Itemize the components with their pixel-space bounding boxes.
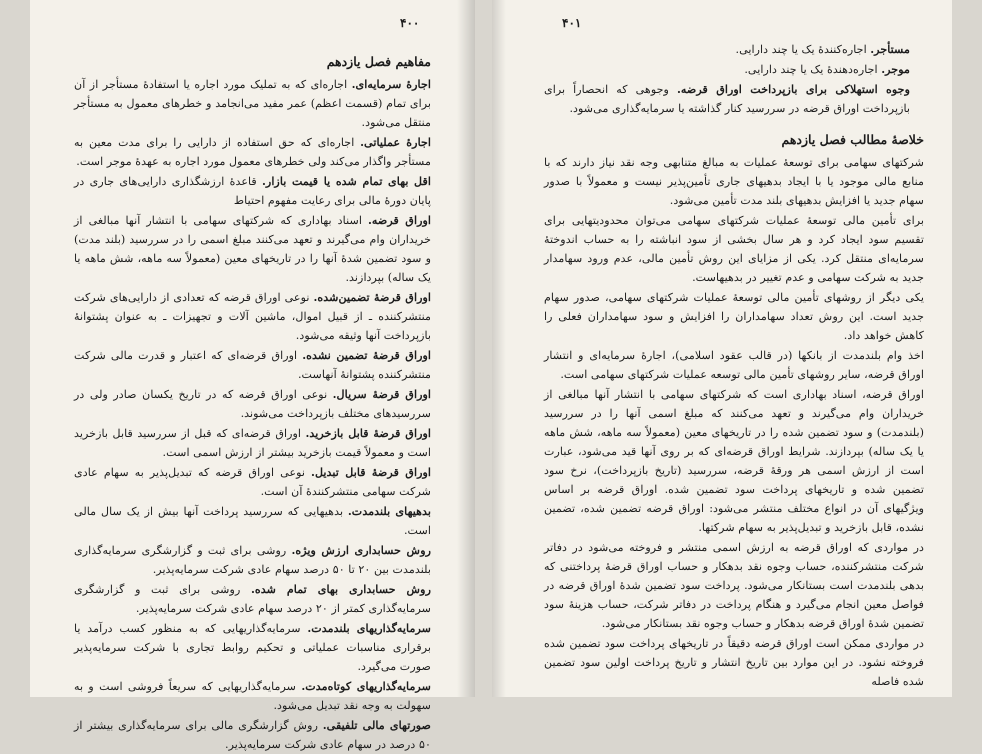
page-number-400: ۴۰۰ [400, 16, 420, 30]
glossary-term: مستأجر. [870, 42, 910, 56]
glossary-definition: اسناد بهاداری که شرکتهای سهامی با انتشار آنها مبالغی از خریداران وام می‌گیرند و تعهد می‌کنند مبلغ اسمی را در سررسید (بلند مدت) و سود تضمین شدهٔ آنها را در تاریخهای معین (معمولاً سه ماهه، شش ماهه یا یک ساله) بپردازند. [74, 214, 431, 284]
glossary-term: اوراق قرضهٔ سریال. [332, 387, 431, 401]
glossary-entry [74, 502, 431, 540]
left-gutter-shadow [457, 0, 475, 697]
glossary-term: بدهیهای بلندمدت. [347, 504, 431, 518]
glossary-definition: اجاره‌کنندهٔ یک یا چند دارایی. [735, 43, 871, 56]
glossary-entry [74, 346, 431, 384]
glossary-entry [544, 40, 924, 59]
glossary-definition: اوراق قرضه‌ای که قبل از سررسید قابل بازخرید است و معمولاً قیمت بازخرید بیشتر از ارزش اسمی است. [74, 427, 431, 459]
glossary-entry [74, 75, 431, 132]
glossary-entry [74, 716, 431, 754]
glossary-entry [74, 677, 431, 715]
glossary-term: اجارهٔ عملیاتی. [360, 135, 431, 149]
glossary-definition: قاعدهٔ ارزشگذاری دارایی‌های جاری در پایان دورهٔ مالی برای رعایت مفهوم احتیاط [74, 175, 431, 207]
glossary-definition: اجاره‌ای که به تملیک مورد اجاره یا استفادهٔ مستأجر از آن برای تمام (قسمت اعظم) عمر مفید می‌انجامد و خطرهای معمول به مستأجر منتقل می‌شود. [74, 78, 431, 129]
glossary-term: صورتهای مالی تلفیقی. [322, 718, 432, 732]
glossary-definition: روشی برای ثبت و گزارشگری سرمایه‌گذاری کمتر از ۲۰ درصد سهام عادی شرکت سرمایه‌پذیر. [74, 583, 431, 615]
glossary-definition: اجاره‌ای که حق استفاده از دارایی را برای مدت معین به مستأجر واگذار می‌کند ولی خطرهای معمول مورد اجاره به عهدهٔ موجر است. [74, 136, 431, 168]
glossary-term: اوراق قرضهٔ قابل تبدیل. [311, 465, 431, 479]
summary-paragraph: در مواردی که اوراق قرضه به ارزش اسمی منتشر و فروخته می‌شود در دفاتر شرکت منتشرکننده، حساب وجوه نقد بدهکار و حساب اوراق قرضهٔ پرداختنی که بدهی بلندمدت است بستانکار می‌شود. پرداخت سود تضمین شدهٔ اوراق قرضه در فواصل معین انجام می‌گیرد و هنگام پرداخت در دفاتر شرکت، حساب هزینهٔ سود تضمین شدهٔ اوراق قرضه بدهکار و حساب وجوه نقد بستانکار می‌شود. [544, 541, 924, 630]
glossary-term: وجوه استهلاکی برای بازپرداخت اوراق قرضه. [676, 82, 910, 96]
glossary-term: اوراق قرضهٔ تضمین‌شده. [313, 290, 431, 304]
glossary-definition: اجاره‌دهندهٔ یک یا چند دارایی. [744, 63, 882, 76]
summary-paragraph: شرکتهای سهامی برای توسعهٔ عملیات به مبالغ متنابهی وجه نقد نیاز دارند که با منابع مالی موجود یا با ایجاد بدهیهای جاری تأمین‌پذیر نیست و معمولاً با صدور سهام جدید یا افزایش بدهیهای بلند مدت تأمین می‌شود. [544, 156, 924, 207]
glossary-definition: روش گزارشگری مالی برای سرمایه‌گذاری بیشتر از ۵۰ درصد در سهام عادی شرکت سرمایه‌پذیر. [74, 719, 431, 751]
glossary-definition: نوعی اوراق قرضه که در تاریخ یکسان صادر ولی در سررسیدهای مختلف بازپرداخت می‌شوند. [74, 388, 431, 420]
summary-heading: خلاصهٔ مطالب فصل یازدهم [781, 132, 924, 147]
glossary-term: روش حسابداری ارزش ویژه. [291, 543, 431, 557]
glossary-definition: بدهیهایی که سررسید پرداخت آنها بیش از یک سال مالی است. [74, 505, 431, 537]
right-gutter-shadow [492, 0, 506, 697]
summary-paragraph: در مواردی ممکن است اوراق قرضه دقیقاً در تاریخهای پرداخت سود تضمین شده فروخته نشود. در این موارد بین تاریخ انتشار و تاریخ پرداخت اولین سود تضمین شده فاصله [544, 637, 924, 688]
glossary-term: روش حسابداری بهای تمام شده. [250, 582, 431, 596]
glossary-term: اوراق قرضه. [367, 213, 431, 227]
glossary-term: موجر. [881, 62, 910, 76]
glossary-entry [544, 60, 924, 79]
glossary-entry [74, 424, 431, 462]
left-page [30, 0, 475, 751]
glossary-entry [74, 385, 431, 423]
left-page-text [74, 52, 431, 754]
glossary-entry [74, 288, 431, 345]
glossary-definition: سرمایه‌گذاریهایی که سریعاً فروشی است و به سهولت به وجه نقد تبدیل می‌شود. [74, 680, 431, 712]
glossary-definition: اوراق قرضه‌ای که اعتبار و قدرت مالی شرکت منتشرکننده پشتوانهٔ آنهاست. [74, 349, 431, 381]
right-page-text [544, 40, 924, 691]
page-number-401: ۴۰۱ [562, 16, 582, 30]
glossary-entry [74, 463, 431, 501]
glossary-term: اقل بهای تمام شده یا قیمت بازار. [262, 174, 431, 188]
glossary-term: سرمایه‌گذاریهای کوتاه‌مدت. [301, 679, 431, 693]
glossary-entry [74, 619, 431, 676]
glossary-term: اجارهٔ سرمایه‌ای. [351, 77, 431, 91]
glossary-entry [74, 211, 431, 287]
glossary-term: سرمایه‌گذاریهای بلندمدت. [307, 621, 431, 635]
glossary-term: اوراق قرضهٔ قابل بازخرید. [305, 426, 431, 440]
summary-paragraph: اوراق قرضه، اسناد بهاداری است که شرکتهای سهامی با انتشار آنها مبالغی از خریداران وام می‌گیرند و تعهد می‌کنند که مبلغ اسمی آنها را در سررسید (بلندمدت) و سود تضمین شده را در تاریخهای معین (معمولاً سه ماهه، شش ماهه یا یک ساله) بپردازند. شرایط اوراق قرضه‌ای که بر روی آنها قید می‌شود، عبارت است از ارزش اسمی هر ورقهٔ قرضه، سررسید (تاریخ بازپرداخت)، نرخ سود تضمین شده و تاریخهای پرداخت سود تضمین شده. اوراق قرضه بر اساس ویژگیهای آن در انواع مختلف منتشر می‌شود: اوراق قرضه تضمین شده، تضمین نشده، قابل بازخرید و تبدیل‌پذیر به سهام شرکتها. [544, 388, 924, 534]
glossary-definition: سرمایه‌گذاریهایی که به منظور کسب درآمد یا برقراری مناسبات عملیاتی و تحکیم روابط تجاری با شرکت سرمایه‌پذیر صورت می‌گیرد. [74, 622, 431, 673]
glossary-entry [74, 133, 431, 171]
glossary-entry [74, 172, 431, 210]
glossary-term: اوراق قرضهٔ تضمین نشده. [302, 348, 431, 362]
glossary-definition: وجوهی که انحصاراً برای بازپرداخت اوراق قرضه در سررسید کنار گذاشته یا سرمایه‌گذاری می‌شود. [544, 83, 910, 115]
glossary-entry [74, 580, 431, 618]
glossary-definition: نوعی اوراق قرضه که تعدادی از دارایی‌های شرکت منتشرکننده ـ از قبیل اموال، ماشین آلات و تجهیزات ـ به عنوان پشتوانهٔ بازپرداخت آنها وثیقه می‌شود. [74, 291, 431, 342]
glossary-heading: مفاهیم فصل یازدهم [326, 54, 431, 69]
summary-paragraph: یکی دیگر از روشهای تأمین مالی توسعهٔ عملیات شرکتهای سهامی، صدور سهام جدید است. این روش تعداد سهامداران را افزایش و سود سهامداران فعلی را کاهش خواهد داد. [544, 291, 924, 342]
summary-paragraph: برای تأمین مالی توسعهٔ عملیات شرکتهای سهامی می‌توان محدودیتهایی برای تقسیم سود ایجاد کرد و هر سال بخشی از سود انباشته را به حساب اندوختهٔ سرمایه‌ای منتقل کرد. یکی از مزایای این روش تأمین مالی، عدم ورود سهامدار جدید به شرکت سهامی و عدم تغییر در بدهیهاست. [544, 214, 924, 284]
right-page [492, 0, 952, 697]
glossary-entry [544, 80, 924, 118]
glossary-definition: نوعی اوراق قرضه که تبدیل‌پذیر به سهام عادی شرکت سهامی منتشرکنندهٔ آن است. [74, 466, 431, 498]
summary-paragraph: اخذ وام بلندمدت از بانکها (در قالب عقود اسلامی)، اجارهٔ سرمایه‌ای و انتشار اوراق قرضه، سایر روشهای تأمین مالی توسعه عملیات شرکتهای سهامی است. [544, 349, 924, 381]
glossary-entry [74, 541, 431, 579]
glossary-definition: روشی برای ثبت و گزارشگری سرمایه‌گذاری بلندمدت بین ۲۰ تا ۵۰ درصد سهام عادی شرکت سرمایه‌پذیر. [74, 544, 431, 576]
